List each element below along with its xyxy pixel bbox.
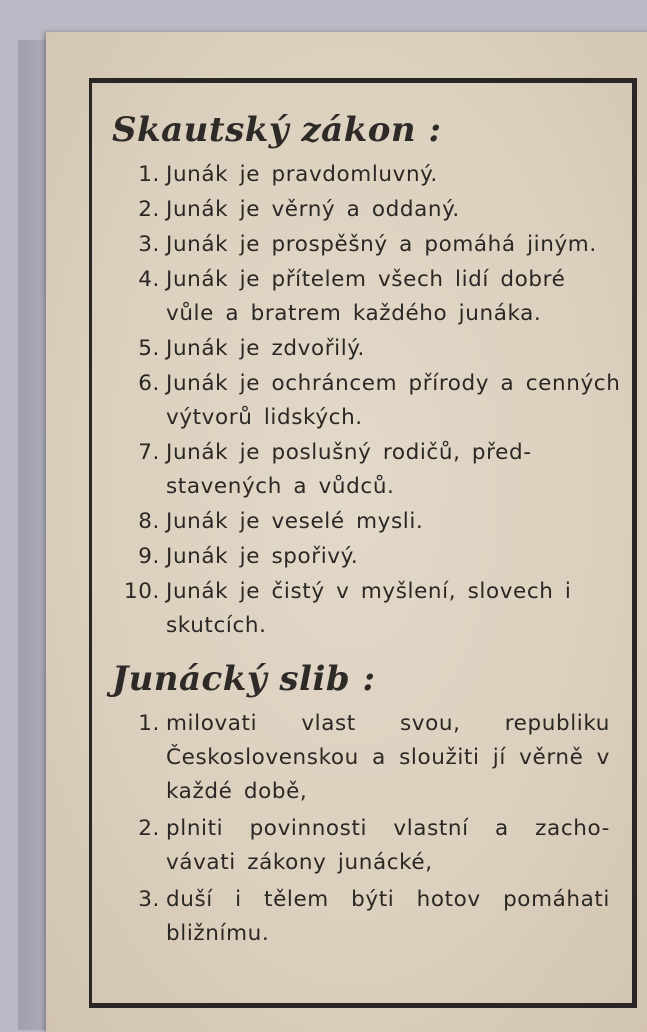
law-item-number: 7. — [138, 440, 160, 465]
pledge-item-text: plniti povinnosti vlastní a zacho-vávati zákony junácké, — [166, 816, 610, 875]
law-list — [104, 158, 624, 643]
pledge-list — [104, 707, 624, 951]
law-item-text: Junák je veselé mysli. — [166, 509, 424, 534]
law-item-text: Junák je věrný a oddaný. — [166, 197, 460, 222]
law-item-number: 1. — [138, 162, 160, 187]
pledge-item-text: duší i tělem býti hotov pomáhati bližnímu. — [166, 887, 610, 946]
law-item — [104, 436, 624, 504]
law-item — [104, 540, 624, 574]
law-item-number: 2. — [138, 197, 160, 222]
law-item-text: Junák je čistý v myšlení, slovech i skutcích. — [166, 579, 572, 638]
card-content — [104, 100, 624, 954]
law-item — [104, 332, 624, 366]
law-item-text: Junák je přítelem všech lidí dobré vůle a bratrem každého junáka. — [166, 267, 566, 326]
law-item — [104, 367, 624, 435]
law-item-number: 3. — [138, 232, 160, 257]
law-item — [104, 158, 624, 192]
law-item-number: 8. — [138, 509, 160, 534]
law-item-number: 4. — [138, 267, 160, 292]
pledge-item-number: 3. — [138, 887, 160, 912]
law-item-number: 10. — [124, 579, 160, 604]
law-item — [104, 263, 624, 331]
pledge-title: Junácký slib : — [112, 659, 376, 699]
pledge-item-number: 1. — [138, 711, 160, 736]
pledge-item — [104, 707, 624, 809]
law-item — [104, 575, 624, 643]
law-item-number: 9. — [138, 544, 160, 569]
pledge-item-number: 2. — [138, 816, 160, 841]
law-item-text: Junák je zdvořilý. — [166, 336, 365, 361]
law-item-text: Junák je poslušný rodičů, před-stavených a vůdců. — [166, 440, 532, 499]
law-item-text: Junák je prospěšný a pomáhá jiným. — [166, 232, 597, 257]
law-item — [104, 505, 624, 539]
law-item-text: Junák je spořivý. — [166, 544, 359, 569]
law-item-text: Junák je ochráncem přírody a cenných výtvorů lidských. — [166, 371, 621, 430]
pledge-item — [104, 883, 624, 951]
pledge-item-text: milovati vlast svou, republiku Československou a sloužiti jí věrně v každé době, — [166, 711, 610, 804]
law-item — [104, 228, 624, 262]
law-item-text: Junák je pravdomluvný. — [166, 162, 438, 187]
law-item-number: 6. — [138, 371, 160, 396]
law-item-number: 5. — [138, 336, 160, 361]
pledge-item — [104, 812, 624, 880]
law-item — [104, 193, 624, 227]
law-title: Skautský zákon : — [112, 110, 442, 150]
